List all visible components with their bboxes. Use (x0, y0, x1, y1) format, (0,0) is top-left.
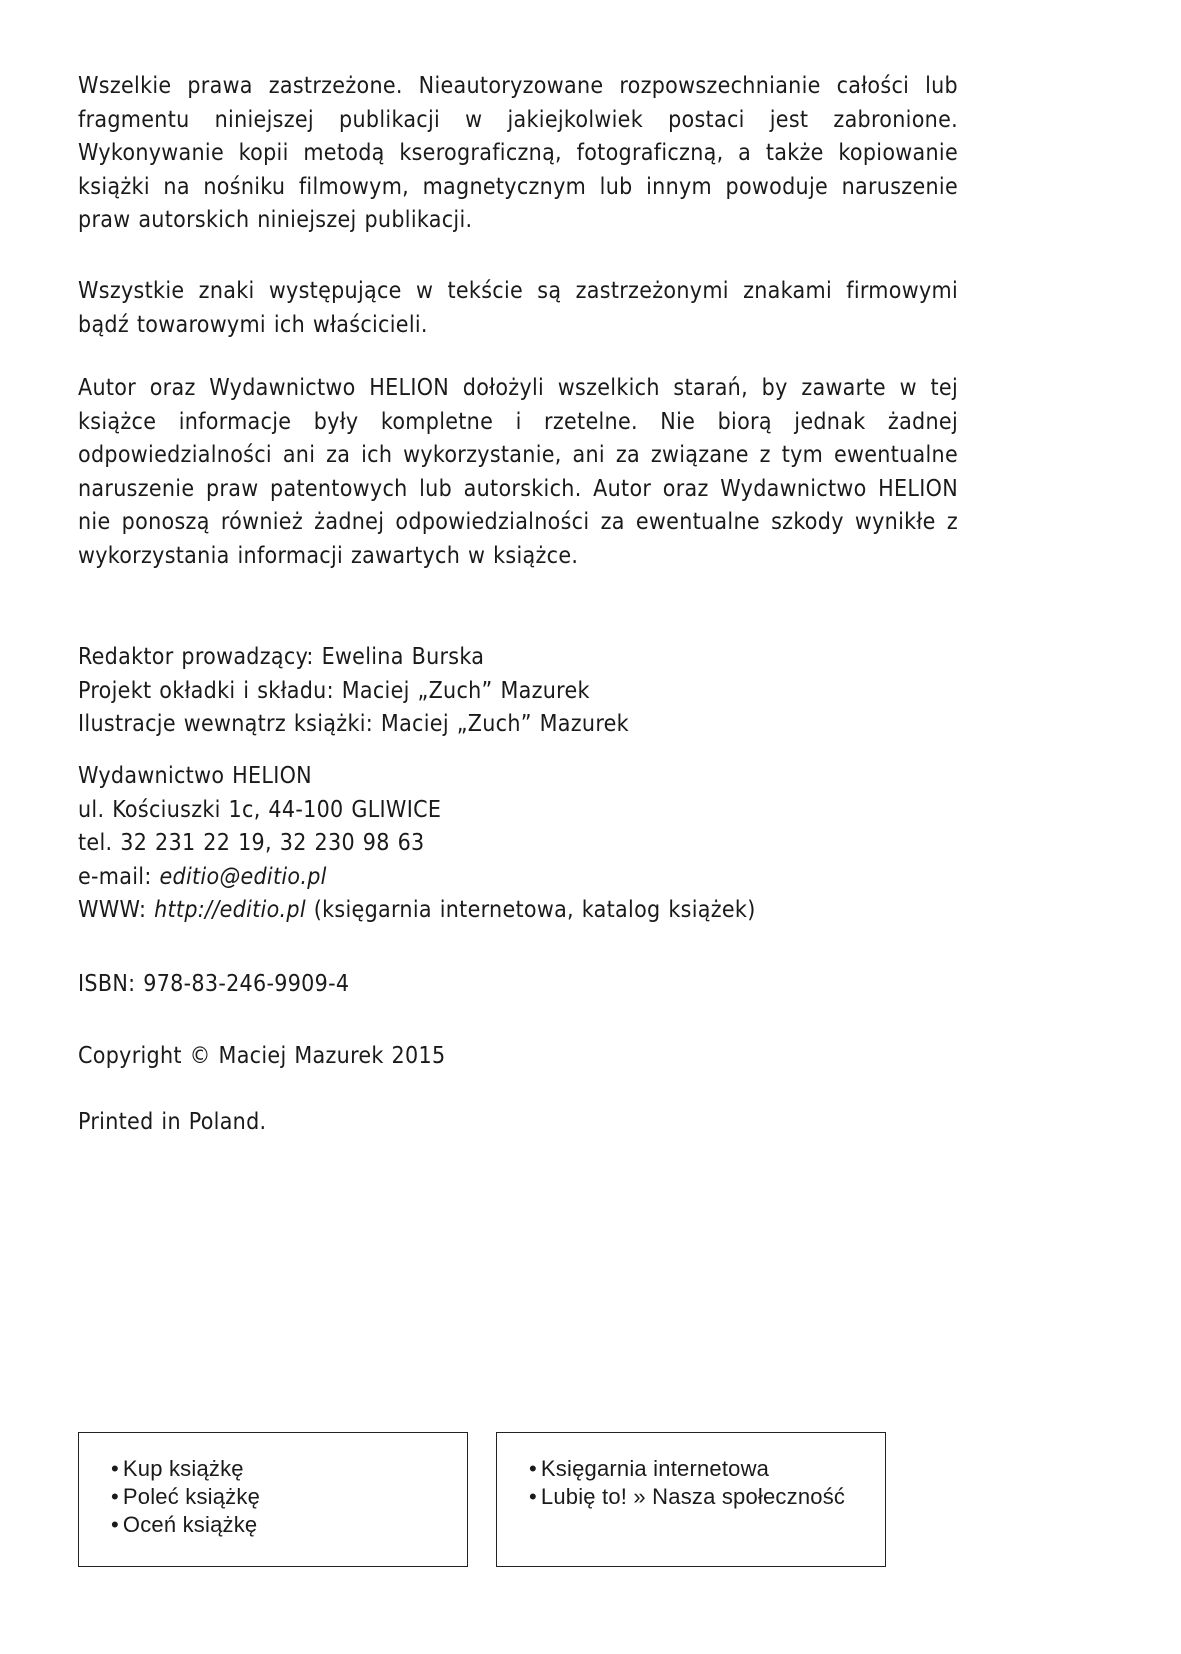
rights-reserved-paragraph: Wszelkie prawa zastrzeżone. Nieautoryzowane rozpowszechnianie całości lub fragmentu niniejszej publikacji w jakiejkolwiek postaci jest zabronione. Wykonywanie kopii metodą kserograficzną, fotograficzną, a także kopiowanie książki na nośniku filmowym, magnetycznym lub innym powoduje naruszenie praw autorskich niniejszej publikacji. (78, 73, 958, 233)
publisher-www-line (78, 894, 958, 928)
trademark-paragraph: Wszystkie znaki występujące w tekście są zastrzeżonymi znakami firmowymi bądź towarowymi ich właścicieli. (78, 278, 958, 338)
like-community-label: Lubię to! » Nasza społeczność (540, 1484, 846, 1509)
copyright-notice: Copyright © Maciej Mazurek 2015 (78, 1043, 446, 1069)
publisher-name: Wydawnictwo HELION (78, 763, 312, 789)
recommend-book-link[interactable] (111, 1483, 467, 1511)
illustrations-credit: Ilustracje wewnątrz książki: Maciej „Zuch” Mazurek (78, 711, 629, 737)
community-links-box (496, 1432, 886, 1567)
rate-book-link[interactable] (111, 1511, 467, 1539)
publisher-email-line (78, 861, 958, 895)
bullet-icon: • (111, 1512, 119, 1537)
www-label: WWW: (78, 897, 155, 923)
editor-credit: Redaktor prowadzący: Ewelina Burska (78, 644, 485, 670)
publisher-block (78, 760, 958, 928)
publisher-phone: tel. 32 231 22 19, 32 230 98 63 (78, 830, 425, 856)
bullet-icon: • (111, 1456, 119, 1481)
cover-design-credit: Projekt okładki i składu: Maciej „Zuch” Mazurek (78, 677, 590, 704)
liability-paragraph: Autor oraz Wydawnictwo HELION dołożyli wszelkich starań, by zawarte w tej książce informacje były kompletne i rzetelne. Nie biorą jednak żadnej odpowiedzialności ani za ich wykorzystanie, ani za związane z tym ewentualne naruszenie praw patentowych lub autorskich. Autor oraz Wydawnictwo HELION nie ponoszą również żadnej odpowiedzialności za ewentualne szkody wynikłe z wykorzystania informacji zawartych w książce. (78, 375, 958, 569)
www-description: (księgarnia internetowa, katalog książek) (305, 897, 756, 923)
online-bookstore-link[interactable] (529, 1455, 885, 1483)
online-bookstore-label: Księgarnia internetowa (540, 1456, 770, 1481)
credits-block (78, 641, 958, 742)
rights-reserved-notice (78, 70, 958, 238)
isbn-block (78, 968, 958, 1002)
bullet-icon: • (111, 1484, 119, 1509)
buy-book-label: Kup książkę (122, 1456, 244, 1481)
printed-in-notice: Printed in Poland. (78, 1109, 267, 1135)
like-community-link[interactable] (529, 1483, 885, 1511)
website-link[interactable]: http://editio.pl (154, 897, 306, 923)
publisher-address: ul. Kościuszki 1c, 44-100 GLIWICE (78, 796, 442, 823)
bullet-icon: • (529, 1456, 537, 1481)
buy-book-link[interactable] (111, 1455, 467, 1483)
printed-block (78, 1106, 958, 1140)
email-label: e-mail: (78, 863, 160, 890)
email-link[interactable]: editio@editio.pl (159, 863, 327, 890)
copyright-block (78, 1040, 958, 1074)
trademark-notice (78, 275, 958, 342)
liability-disclaimer (78, 372, 958, 573)
rate-book-label: Oceń książkę (122, 1512, 258, 1537)
bullet-icon: • (529, 1484, 537, 1509)
book-actions-box (78, 1432, 468, 1567)
isbn-number: ISBN: 978-83-246-9909-4 (78, 971, 350, 997)
recommend-book-label: Poleć książkę (122, 1484, 261, 1509)
